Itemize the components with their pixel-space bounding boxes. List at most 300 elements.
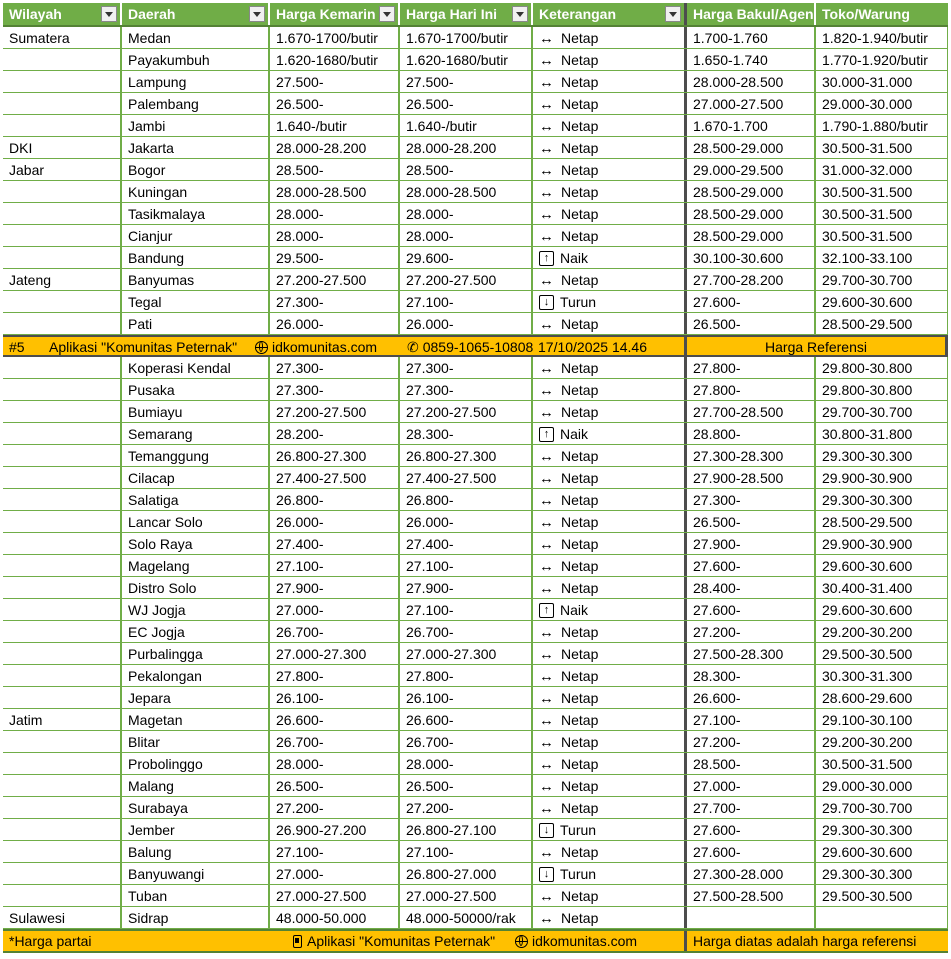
cell-harga-kemarin[interactable]: 27.300- (268, 291, 398, 312)
cell-harga-bakul[interactable]: 28.500-29.000 (684, 225, 814, 246)
cell-daerah[interactable]: Cilacap (120, 467, 268, 488)
cell-harga-hari-ini[interactable]: 48.000-50000/rak (398, 907, 531, 928)
cell-wilayah[interactable] (3, 753, 120, 774)
cell-harga-hari-ini[interactable]: 26.500- (398, 775, 531, 796)
cell-wilayah[interactable] (3, 555, 120, 576)
cell-keterangan[interactable] (531, 203, 684, 224)
cell-daerah[interactable]: Tegal (120, 291, 268, 312)
cell-keterangan[interactable] (531, 709, 684, 730)
cell-harga-hari-ini[interactable]: 26.100- (398, 687, 531, 708)
cell-harga-hari-ini[interactable]: 27.400- (398, 533, 531, 554)
cell-daerah[interactable]: Semarang (120, 423, 268, 444)
cell-harga-hari-ini[interactable]: 27.100- (398, 555, 531, 576)
header-wilayah[interactable] (3, 3, 120, 25)
cell-daerah[interactable]: Bogor (120, 159, 268, 180)
cell-wilayah[interactable] (3, 93, 120, 114)
cell-harga-kemarin[interactable]: 26.000- (268, 511, 398, 532)
cell-daerah[interactable]: Jember (120, 819, 268, 840)
cell-wilayah[interactable] (3, 797, 120, 818)
cell-toko-warung[interactable]: 30.500-31.500 (814, 203, 948, 224)
cell-toko-warung[interactable]: 1.790-1.880/butir (814, 115, 948, 136)
cell-toko-warung[interactable]: 29.600-30.600 (814, 555, 948, 576)
cell-harga-kemarin[interactable]: 27.100- (268, 841, 398, 862)
header-daerah[interactable] (120, 3, 268, 25)
cell-toko-warung[interactable]: 30.500-31.500 (814, 753, 948, 774)
cell-keterangan[interactable] (531, 819, 684, 840)
cell-harga-hari-ini[interactable]: 27.000-27.500 (398, 885, 531, 906)
cell-harga-hari-ini[interactable]: 28.000-28.200 (398, 137, 531, 158)
cell-harga-bakul[interactable]: 27.000- (684, 775, 814, 796)
cell-toko-warung[interactable]: 1.770-1.920/butir (814, 49, 948, 70)
cell-keterangan[interactable] (531, 555, 684, 576)
cell-harga-kemarin[interactable]: 27.200-27.500 (268, 401, 398, 422)
cell-wilayah[interactable] (3, 885, 120, 906)
cell-keterangan[interactable] (531, 467, 684, 488)
cell-toko-warung[interactable]: 30.800-31.800 (814, 423, 948, 444)
band-website[interactable] (255, 337, 377, 357)
cell-keterangan[interactable] (531, 599, 684, 620)
cell-keterangan[interactable] (531, 27, 684, 48)
cell-toko-warung[interactable]: 28.500-29.500 (814, 511, 948, 532)
cell-daerah[interactable]: Pusaka (120, 379, 268, 400)
cell-harga-hari-ini[interactable]: 28.000- (398, 225, 531, 246)
cell-harga-hari-ini[interactable]: 26.700- (398, 731, 531, 752)
cell-harga-hari-ini[interactable]: 27.200-27.500 (398, 401, 531, 422)
cell-harga-hari-ini[interactable]: 26.800- (398, 489, 531, 510)
cell-harga-hari-ini[interactable]: 27.900- (398, 577, 531, 598)
cell-toko-warung[interactable]: 32.100-33.100 (814, 247, 948, 268)
cell-toko-warung[interactable]: 29.300-30.300 (814, 489, 948, 510)
cell-wilayah[interactable] (3, 665, 120, 686)
cell-keterangan[interactable] (531, 775, 684, 796)
cell-toko-warung[interactable]: 29.500-30.500 (814, 885, 948, 906)
cell-keterangan[interactable] (531, 489, 684, 510)
cell-harga-bakul[interactable]: 26.500- (684, 313, 814, 334)
cell-harga-kemarin[interactable]: 27.900- (268, 577, 398, 598)
cell-daerah[interactable]: Sidrap (120, 907, 268, 928)
cell-keterangan[interactable] (531, 621, 684, 642)
cell-harga-bakul[interactable]: 28.500-29.000 (684, 203, 814, 224)
cell-keterangan[interactable] (531, 863, 684, 884)
cell-harga-kemarin[interactable]: 26.700- (268, 621, 398, 642)
cell-harga-kemarin[interactable]: 27.000-27.300 (268, 643, 398, 664)
cell-harga-kemarin[interactable]: 27.300- (268, 357, 398, 378)
filter-dropdown-icon[interactable] (379, 6, 395, 22)
band-phone[interactable] (407, 337, 533, 357)
cell-harga-kemarin[interactable]: 27.000-27.500 (268, 885, 398, 906)
cell-harga-bakul[interactable]: 28.400- (684, 577, 814, 598)
cell-daerah[interactable]: Koperasi Kendal (120, 357, 268, 378)
cell-wilayah[interactable] (3, 49, 120, 70)
cell-harga-kemarin[interactable]: 27.200- (268, 797, 398, 818)
cell-harga-bakul[interactable]: 28.500- (684, 753, 814, 774)
cell-daerah[interactable]: Palembang (120, 93, 268, 114)
cell-harga-bakul[interactable]: 1.700-1.760 (684, 27, 814, 48)
cell-harga-kemarin[interactable]: 27.400- (268, 533, 398, 554)
cell-harga-hari-ini[interactable]: 28.500- (398, 159, 531, 180)
cell-daerah[interactable]: Surabaya (120, 797, 268, 818)
cell-wilayah[interactable] (3, 181, 120, 202)
cell-harga-bakul[interactable]: 27.900-28.500 (684, 467, 814, 488)
cell-keterangan[interactable] (531, 533, 684, 554)
cell-wilayah[interactable] (3, 731, 120, 752)
cell-wilayah[interactable] (3, 819, 120, 840)
cell-keterangan[interactable] (531, 181, 684, 202)
cell-daerah[interactable]: EC Jogja (120, 621, 268, 642)
cell-harga-hari-ini[interactable]: 28.000- (398, 203, 531, 224)
cell-harga-bakul[interactable]: 27.600- (684, 599, 814, 620)
cell-harga-bakul[interactable]: 27.700- (684, 797, 814, 818)
cell-daerah[interactable]: Probolinggo (120, 753, 268, 774)
cell-harga-hari-ini[interactable]: 29.600- (398, 247, 531, 268)
cell-wilayah[interactable] (3, 489, 120, 510)
cell-harga-kemarin[interactable]: 1.620-1680/butir (268, 49, 398, 70)
cell-daerah[interactable]: Pekalongan (120, 665, 268, 686)
cell-daerah[interactable]: Tasikmalaya (120, 203, 268, 224)
cell-harga-hari-ini[interactable]: 27.100- (398, 291, 531, 312)
cell-daerah[interactable]: Distro Solo (120, 577, 268, 598)
cell-harga-hari-ini[interactable]: 27.800- (398, 665, 531, 686)
cell-harga-kemarin[interactable]: 1.640-/butir (268, 115, 398, 136)
cell-harga-bakul[interactable]: 27.600- (684, 819, 814, 840)
cell-toko-warung[interactable]: 29.800-30.800 (814, 379, 948, 400)
cell-harga-hari-ini[interactable]: 28.000-28.500 (398, 181, 531, 202)
cell-harga-kemarin[interactable]: 28.000- (268, 225, 398, 246)
cell-harga-kemarin[interactable]: 26.500- (268, 93, 398, 114)
cell-toko-warung[interactable]: 30.500-31.500 (814, 225, 948, 246)
cell-keterangan[interactable] (531, 137, 684, 158)
cell-harga-kemarin[interactable]: 26.800- (268, 489, 398, 510)
cell-keterangan[interactable] (531, 49, 684, 70)
cell-toko-warung[interactable]: 29.900-30.900 (814, 467, 948, 488)
cell-harga-hari-ini[interactable]: 27.100- (398, 841, 531, 862)
cell-harga-bakul[interactable]: 27.200- (684, 731, 814, 752)
cell-daerah[interactable]: Salatiga (120, 489, 268, 510)
cell-harga-bakul[interactable]: 26.600- (684, 687, 814, 708)
filter-dropdown-icon[interactable] (665, 6, 681, 22)
header-toko-warung[interactable] (814, 3, 948, 25)
cell-harga-hari-ini[interactable]: 1.670-1700/butir (398, 27, 531, 48)
header-harga-bakul[interactable] (684, 3, 814, 25)
cell-keterangan[interactable] (531, 885, 684, 906)
status-label: Netap (561, 756, 599, 772)
cell-keterangan[interactable] (531, 313, 684, 334)
cell-keterangan[interactable] (531, 247, 684, 268)
cell-harga-hari-ini[interactable]: 26.800-27.100 (398, 819, 531, 840)
cell-toko-warung[interactable]: 29.700-30.700 (814, 797, 948, 818)
cell-toko-warung[interactable]: 29.600-30.600 (814, 599, 948, 620)
cell-harga-kemarin[interactable]: 26.900-27.200 (268, 819, 398, 840)
cell-keterangan[interactable] (531, 577, 684, 598)
cell-harga-kemarin[interactable]: 27.500- (268, 71, 398, 92)
cell-harga-kemarin[interactable]: 27.200-27.500 (268, 269, 398, 290)
cell-keterangan[interactable] (531, 93, 684, 114)
header-harga-kemarin[interactable] (268, 3, 398, 25)
cell-harga-bakul[interactable]: 28.000-28.500 (684, 71, 814, 92)
cell-harga-kemarin[interactable]: 1.670-1700/butir (268, 27, 398, 48)
cell-wilayah[interactable] (3, 511, 120, 532)
cell-harga-bakul[interactable]: 27.700-28.500 (684, 401, 814, 422)
cell-keterangan[interactable] (531, 841, 684, 862)
cell-wilayah[interactable] (3, 643, 120, 664)
cell-keterangan[interactable] (531, 665, 684, 686)
cell-toko-warung[interactable]: 29.000-30.000 (814, 93, 948, 114)
cell-toko-warung[interactable]: 29.000-30.000 (814, 775, 948, 796)
cell-daerah[interactable]: Balung (120, 841, 268, 862)
cell-wilayah[interactable] (3, 71, 120, 92)
cell-daerah[interactable]: Magetan (120, 709, 268, 730)
cell-harga-kemarin[interactable]: 27.800- (268, 665, 398, 686)
cell-daerah[interactable]: Solo Raya (120, 533, 268, 554)
info-band (3, 335, 948, 357)
cell-harga-bakul[interactable]: 27.600- (684, 841, 814, 862)
cell-daerah[interactable]: Bumiayu (120, 401, 268, 422)
cell-harga-hari-ini[interactable]: 27.300- (398, 357, 531, 378)
cell-wilayah[interactable] (3, 379, 120, 400)
cell-toko-warung[interactable]: 29.700-30.700 (814, 401, 948, 422)
cell-toko-warung[interactable]: 29.300-30.300 (814, 819, 948, 840)
cell-daerah[interactable]: Bandung (120, 247, 268, 268)
cell-daerah[interactable]: Blitar (120, 731, 268, 752)
cell-keterangan[interactable] (531, 401, 684, 422)
cell-daerah[interactable]: Medan (120, 27, 268, 48)
cell-wilayah[interactable] (3, 247, 120, 268)
cell-harga-hari-ini[interactable]: 28.300- (398, 423, 531, 444)
cell-harga-kemarin[interactable]: 26.800-27.300 (268, 445, 398, 466)
cell-harga-hari-ini[interactable]: 1.620-1680/butir (398, 49, 531, 70)
cell-wilayah[interactable] (3, 841, 120, 862)
cell-harga-kemarin[interactable]: 48.000-50.000 (268, 907, 398, 928)
cell-toko-warung[interactable]: 29.200-30.200 (814, 731, 948, 752)
cell-harga-hari-ini[interactable]: 26.800-27.300 (398, 445, 531, 466)
cell-harga-hari-ini[interactable]: 26.600- (398, 709, 531, 730)
cell-harga-kemarin[interactable]: 27.400-27.500 (268, 467, 398, 488)
cell-harga-bakul[interactable]: 28.500-29.000 (684, 181, 814, 202)
cell-harga-kemarin[interactable]: 27.100- (268, 555, 398, 576)
cell-keterangan[interactable] (531, 71, 684, 92)
cell-harga-kemarin[interactable]: 29.500- (268, 247, 398, 268)
cell-toko-warung[interactable]: 29.600-30.600 (814, 841, 948, 862)
cell-toko-warung[interactable]: 1.820-1.940/butir (814, 27, 948, 48)
cell-toko-warung[interactable]: 29.100-30.100 (814, 709, 948, 730)
cell-daerah[interactable]: Purbalingga (120, 643, 268, 664)
cell-wilayah[interactable] (3, 599, 120, 620)
cell-keterangan[interactable] (531, 511, 684, 532)
cell-harga-kemarin[interactable]: 28.000-28.200 (268, 137, 398, 158)
cell-harga-bakul[interactable]: 28.300- (684, 665, 814, 686)
cell-harga-bakul[interactable]: 27.000-27.500 (684, 93, 814, 114)
cell-harga-bakul[interactable]: 27.800- (684, 379, 814, 400)
cell-toko-warung[interactable]: 28.600-29.600 (814, 687, 948, 708)
cell-harga-bakul[interactable]: 27.900- (684, 533, 814, 554)
cell-wilayah[interactable] (3, 467, 120, 488)
cell-daerah[interactable]: Lampung (120, 71, 268, 92)
cell-toko-warung[interactable]: 29.900-30.900 (814, 533, 948, 554)
cell-wilayah[interactable] (3, 577, 120, 598)
cell-toko-warung[interactable]: 29.600-30.600 (814, 291, 948, 312)
cell-wilayah[interactable] (3, 621, 120, 642)
cell-harga-kemarin[interactable]: 28.200- (268, 423, 398, 444)
cell-harga-hari-ini[interactable]: 27.400-27.500 (398, 467, 531, 488)
cell-wilayah[interactable] (3, 203, 120, 224)
cell-keterangan[interactable] (531, 269, 684, 290)
cell-harga-bakul[interactable]: 1.670-1.700 (684, 115, 814, 136)
cell-daerah[interactable]: Jepara (120, 687, 268, 708)
cell-harga-bakul[interactable] (684, 907, 814, 928)
cell-toko-warung[interactable]: 29.200-30.200 (814, 621, 948, 642)
cell-keterangan[interactable] (531, 797, 684, 818)
cell-harga-kemarin[interactable]: 28.500- (268, 159, 398, 180)
cell-harga-bakul[interactable]: 27.800- (684, 357, 814, 378)
cell-daerah[interactable]: Lancar Solo (120, 511, 268, 532)
cell-harga-bakul[interactable]: 30.100-30.600 (684, 247, 814, 268)
cell-harga-kemarin[interactable]: 26.000- (268, 313, 398, 334)
cell-wilayah[interactable] (3, 225, 120, 246)
cell-toko-warung[interactable]: 30.500-31.500 (814, 137, 948, 158)
cell-harga-bakul[interactable]: 27.200- (684, 621, 814, 642)
cell-wilayah[interactable] (3, 863, 120, 884)
cell-wilayah[interactable] (3, 115, 120, 136)
cell-wilayah[interactable]: Jateng (9, 272, 52, 288)
filter-dropdown-icon[interactable] (512, 6, 528, 22)
cell-harga-kemarin[interactable]: 26.600- (268, 709, 398, 730)
cell-harga-hari-ini[interactable]: 26.000- (398, 511, 531, 532)
header-keterangan[interactable] (531, 3, 684, 25)
cell-daerah[interactable]: Banyuwangi (120, 863, 268, 884)
cell-keterangan[interactable] (531, 115, 684, 136)
cell-daerah[interactable]: WJ Jogja (120, 599, 268, 620)
cell-wilayah[interactable] (3, 401, 120, 422)
cell-keterangan[interactable] (531, 225, 684, 246)
cell-harga-kemarin[interactable]: 28.000- (268, 753, 398, 774)
cell-toko-warung[interactable]: 30.400-31.400 (814, 577, 948, 598)
cell-toko-warung[interactable]: 29.500-30.500 (814, 643, 948, 664)
cell-keterangan[interactable] (531, 643, 684, 664)
cell-harga-bakul[interactable]: 29.000-29.500 (684, 159, 814, 180)
cell-toko-warung[interactable]: 28.500-29.500 (814, 313, 948, 334)
cell-toko-warung[interactable]: 30.300-31.300 (814, 665, 948, 686)
cell-harga-bakul[interactable]: 27.100- (684, 709, 814, 730)
cell-toko-warung[interactable]: 30.500-31.500 (814, 181, 948, 202)
status-label: Netap (561, 712, 599, 728)
cell-harga-bakul[interactable]: 27.700-28.200 (684, 269, 814, 290)
cell-harga-hari-ini[interactable]: 27.200-27.500 (398, 269, 531, 290)
cell-harga-kemarin[interactable]: 26.500- (268, 775, 398, 796)
cell-harga-hari-ini[interactable]: 26.500- (398, 93, 531, 114)
cell-harga-hari-ini[interactable]: 27.100- (398, 599, 531, 620)
cell-daerah[interactable]: Jambi (120, 115, 268, 136)
cell-toko-warung[interactable]: 31.000-32.000 (814, 159, 948, 180)
cell-wilayah[interactable]: Sulawesi (9, 910, 66, 926)
cell-harga-hari-ini[interactable]: 27.000-27.300 (398, 643, 531, 664)
cell-daerah[interactable]: Cianjur (120, 225, 268, 246)
footer-website[interactable] (515, 931, 637, 952)
cell-keterangan[interactable] (531, 907, 684, 928)
cell-harga-hari-ini[interactable]: 26.800-27.000 (398, 863, 531, 884)
cell-harga-kemarin[interactable]: 28.000- (268, 203, 398, 224)
cell-daerah[interactable]: Malang (120, 775, 268, 796)
cell-harga-bakul[interactable]: 28.800- (684, 423, 814, 444)
cell-keterangan[interactable] (531, 753, 684, 774)
cell-toko-warung[interactable]: 29.800-30.800 (814, 357, 948, 378)
cell-daerah[interactable]: Tuban (120, 885, 268, 906)
cell-wilayah[interactable]: Jabar (9, 162, 45, 178)
cell-harga-kemarin[interactable]: 27.300- (268, 379, 398, 400)
cell-wilayah[interactable] (3, 291, 120, 312)
cell-harga-kemarin[interactable]: 26.100- (268, 687, 398, 708)
cell-harga-hari-ini[interactable]: 27.300- (398, 379, 531, 400)
cell-keterangan[interactable] (531, 445, 684, 466)
cell-wilayah[interactable]: DKI (9, 140, 33, 156)
cell-wilayah[interactable] (3, 313, 120, 334)
cell-harga-bakul[interactable]: 27.500-28.300 (684, 643, 814, 664)
cell-keterangan[interactable] (531, 423, 684, 444)
cell-harga-bakul[interactable]: 1.650-1.740 (684, 49, 814, 70)
cell-wilayah[interactable] (3, 423, 120, 444)
cell-wilayah[interactable] (3, 533, 120, 554)
cell-harga-bakul[interactable]: 27.600- (684, 291, 814, 312)
cell-harga-bakul[interactable]: 28.500-29.000 (684, 137, 814, 158)
cell-harga-bakul[interactable]: 27.300-28.300 (684, 445, 814, 466)
cell-harga-kemarin[interactable]: 27.000- (268, 863, 398, 884)
cell-harga-hari-ini[interactable]: 26.700- (398, 621, 531, 642)
cell-harga-hari-ini[interactable]: 27.200- (398, 797, 531, 818)
cell-keterangan[interactable] (531, 291, 684, 312)
cell-wilayah[interactable]: Sumatera (9, 30, 70, 46)
cell-wilayah[interactable]: Jatim (9, 712, 43, 728)
table-row (3, 291, 948, 313)
cell-daerah[interactable]: Kuningan (120, 181, 268, 202)
cell-harga-kemarin[interactable]: 26.700- (268, 731, 398, 752)
cell-harga-kemarin[interactable]: 27.000- (268, 599, 398, 620)
cell-daerah[interactable]: Banyumas (120, 269, 268, 290)
filter-dropdown-icon[interactable] (101, 6, 117, 22)
status-label: Netap (561, 778, 599, 794)
cell-wilayah[interactable] (3, 775, 120, 796)
cell-keterangan[interactable] (531, 357, 684, 378)
cell-toko-warung[interactable] (814, 907, 948, 928)
cell-wilayah[interactable] (3, 687, 120, 708)
cell-keterangan[interactable] (531, 731, 684, 752)
header-harga-hari-ini[interactable] (398, 3, 531, 25)
cell-toko-warung[interactable]: 29.300-30.300 (814, 445, 948, 466)
cell-daerah[interactable]: Magelang (120, 555, 268, 576)
cell-harga-bakul[interactable]: 26.500- (684, 511, 814, 532)
cell-harga-bakul[interactable]: 27.300-28.000 (684, 863, 814, 884)
cell-harga-hari-ini[interactable]: 28.000- (398, 753, 531, 774)
cell-harga-bakul[interactable]: 27.300- (684, 489, 814, 510)
cell-toko-warung[interactable]: 29.700-30.700 (814, 269, 948, 290)
cell-wilayah[interactable] (3, 357, 120, 378)
cell-harga-kemarin[interactable]: 28.000-28.500 (268, 181, 398, 202)
cell-daerah[interactable]: Temanggung (120, 445, 268, 466)
cell-daerah[interactable]: Pati (120, 313, 268, 334)
cell-harga-hari-ini[interactable]: 27.500- (398, 71, 531, 92)
cell-harga-bakul[interactable]: 27.500-28.500 (684, 885, 814, 906)
cell-wilayah[interactable] (3, 445, 120, 466)
cell-toko-warung[interactable]: 29.300-30.300 (814, 863, 948, 884)
cell-toko-warung[interactable]: 30.000-31.000 (814, 71, 948, 92)
cell-keterangan[interactable] (531, 159, 684, 180)
cell-harga-hari-ini[interactable]: 26.000- (398, 313, 531, 334)
cell-harga-hari-ini[interactable]: 1.640-/butir (398, 115, 531, 136)
cell-daerah[interactable]: Payakumbuh (120, 49, 268, 70)
cell-keterangan[interactable] (531, 687, 684, 708)
filter-dropdown-icon[interactable] (249, 6, 265, 22)
cell-daerah[interactable]: Jakarta (120, 137, 268, 158)
cell-harga-bakul[interactable]: 27.600- (684, 555, 814, 576)
cell-keterangan[interactable] (531, 379, 684, 400)
